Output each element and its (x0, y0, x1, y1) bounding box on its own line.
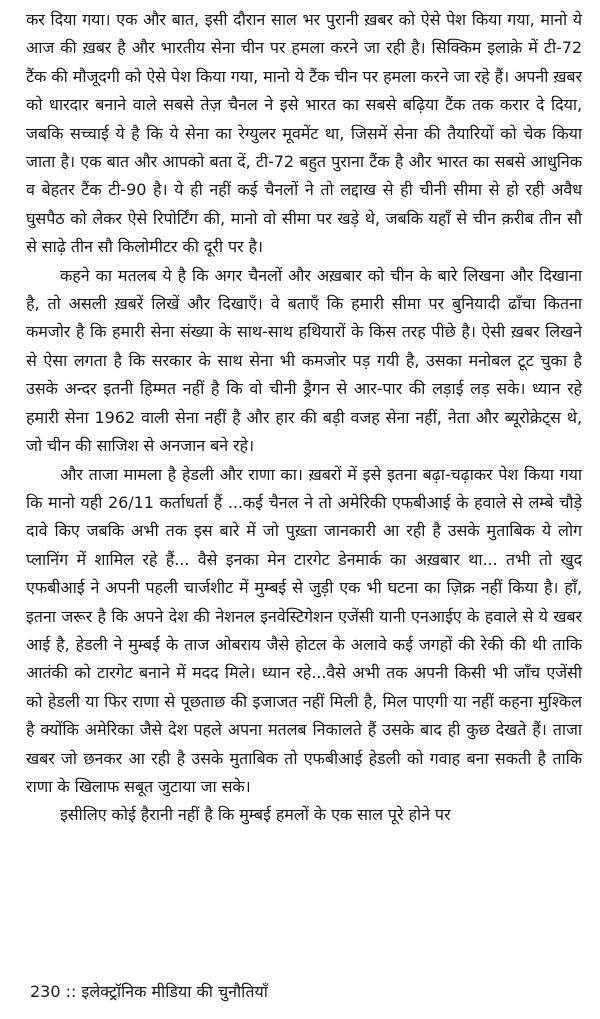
paragraph-4: इसीलिए कोई हैरानी नहीं है कि मुम्बई हमलों के एक साल पूरे होने पर (60, 805, 451, 825)
paragraph-3: और ताजा मामला है हेडली और राणा का। ख़बरों में इसे इतना बढ़ा-चढ़ाकर पेश किया गया कि मानो यही 26/11 कर्ताधर्ता हैं ...कई चैनल ने तो अमेरिकी एफबीआई के हवाले से लम्बे चौड़े दावे किए जबकि अभी तक इस बारे में जो पुख़्ता जानकारी आ रही है उसके मुताबिक ये लोग प्लानिंग में शामिल रहे हैं... वैसे इनका मेन टारगेट डेनमार्क का अख़बार था... तभी तो खुद एफबीआई ने अपनी पहली चार्जशीट में मुम्बई से जुड़ी एक भी घटना का ज़िक्र नहीं किया है। हाँ, इतना जरूर है कि अपने देश की नेशनल इनवेस्टिगेशन एजेंसी यानी एनआईए के हवाले से ये खबर आई है, हेडली ने मुम्बई के ताज ओबराय जैसे होटल के अलावे कई जगहों की रेकी की थी ताकि आतंकी को टारगेट बनाने में मदद मिले। ध्यान रहे...वैसे अभी तक अपनी किसी भी जाँच एजेंसी को हेडली या फिर राणा से पूछताछ की इजाजत नहीं मिली है, मिल पाएगी या नहीं कहना मुश्किल है क्योंकि अमेरिका जैसे देश पहले अपना मतलब निकालते हैं उसके बाद ही कुछ देखते हैं। ताजा खबर जो छनकर आ रही है उसके मुताबिक तो एफबीआई हेडली को गवाह बना सकती है ताकि राणा के खिलाफ सबूत जुटाया जा सके। (26, 464, 582, 796)
paragraph-2: कहने का मतलब ये है कि अगर चैनलों और अख़बार को चीन के बारे लिखना और दिखाना है, तो असली ख़बरें लिखें और दिखाएँ। वे बताएँ कि हमारी सीमा पर बुनियादी ढाँचा कितना कमजोर है कि हमारी सेना संख्या के साथ-साथ हथियारों के किस तरह पीछे है। ऐसी ख़बर लिखने से ऐसा लगता है कि सरकार के साथ सेना भी कमजोर पड़ गयी है, उसका मनोबल टूट चुका है उसके अन्दर इतनी हिम्मत नहीं है कि वो चीनी ड्रैगन से आर-पार की लड़ाई लड़ सके। ध्यान रहे हमारी सेना 1962 वाली सेना नहीं है और हार की बड़ी वजह सेना नहीं, नेता और ब्यूरोक्रेट्स थे, जो चीन की साजिश से अनजान बने रहे। (26, 265, 582, 456)
page-body (26, 6, 582, 830)
page-footer (30, 980, 268, 1004)
page-number: 230 (30, 982, 61, 1001)
footer-separator: :: (65, 982, 77, 1001)
book-title: इलेक्ट्रॉनिक मीडिया की चुनौतियाँ (81, 982, 268, 1001)
paragraph-1: कर दिया गया। एक और बात, इसी दौरान साल भर पुरानी ख़बर को ऐसे पेश किया गया, मानो ये आज की ख़बर है और भारतीय सेना चीन पर हमला करने जा रही है। सिक्किम इलाक़े में टी-72 टैंक की मौजूदगी को ऐसे पेश किया गया, मानो ये टैंक चीन पर हमला करने जा रहे हैं। अपनी ख़बर को धारदार बनाने वाले सबसे तेज़ चैनल ने इसे भारत का सबसे बढ़िया टैंक तक करार दे दिया, जबकि सच्चाई ये है कि ये सेना का रेग्युलर मूवमेंट था, जिसमें सेना की तैयारियों को चेक किया जाता है। एक बात और आपको बता दें, टी-72 बहुत पुराना टैंक है और भारत का सबसे आधुनिक व बेहतर टैंक टी-90 है। ये ही नहीं कई चैनलों ने तो लद्दाख से ही चीनी सीमा से हो रही अवैध घुसपैठ को लेकर ऐसे रिपोर्टिंग की, मानो वो सीमा पर खड़े थे, जबकि यहाँ से चीन क़रीब तीन सौ से साढ़े तीन सौ किलोमीटर की दूरी पर है। (26, 10, 582, 257)
